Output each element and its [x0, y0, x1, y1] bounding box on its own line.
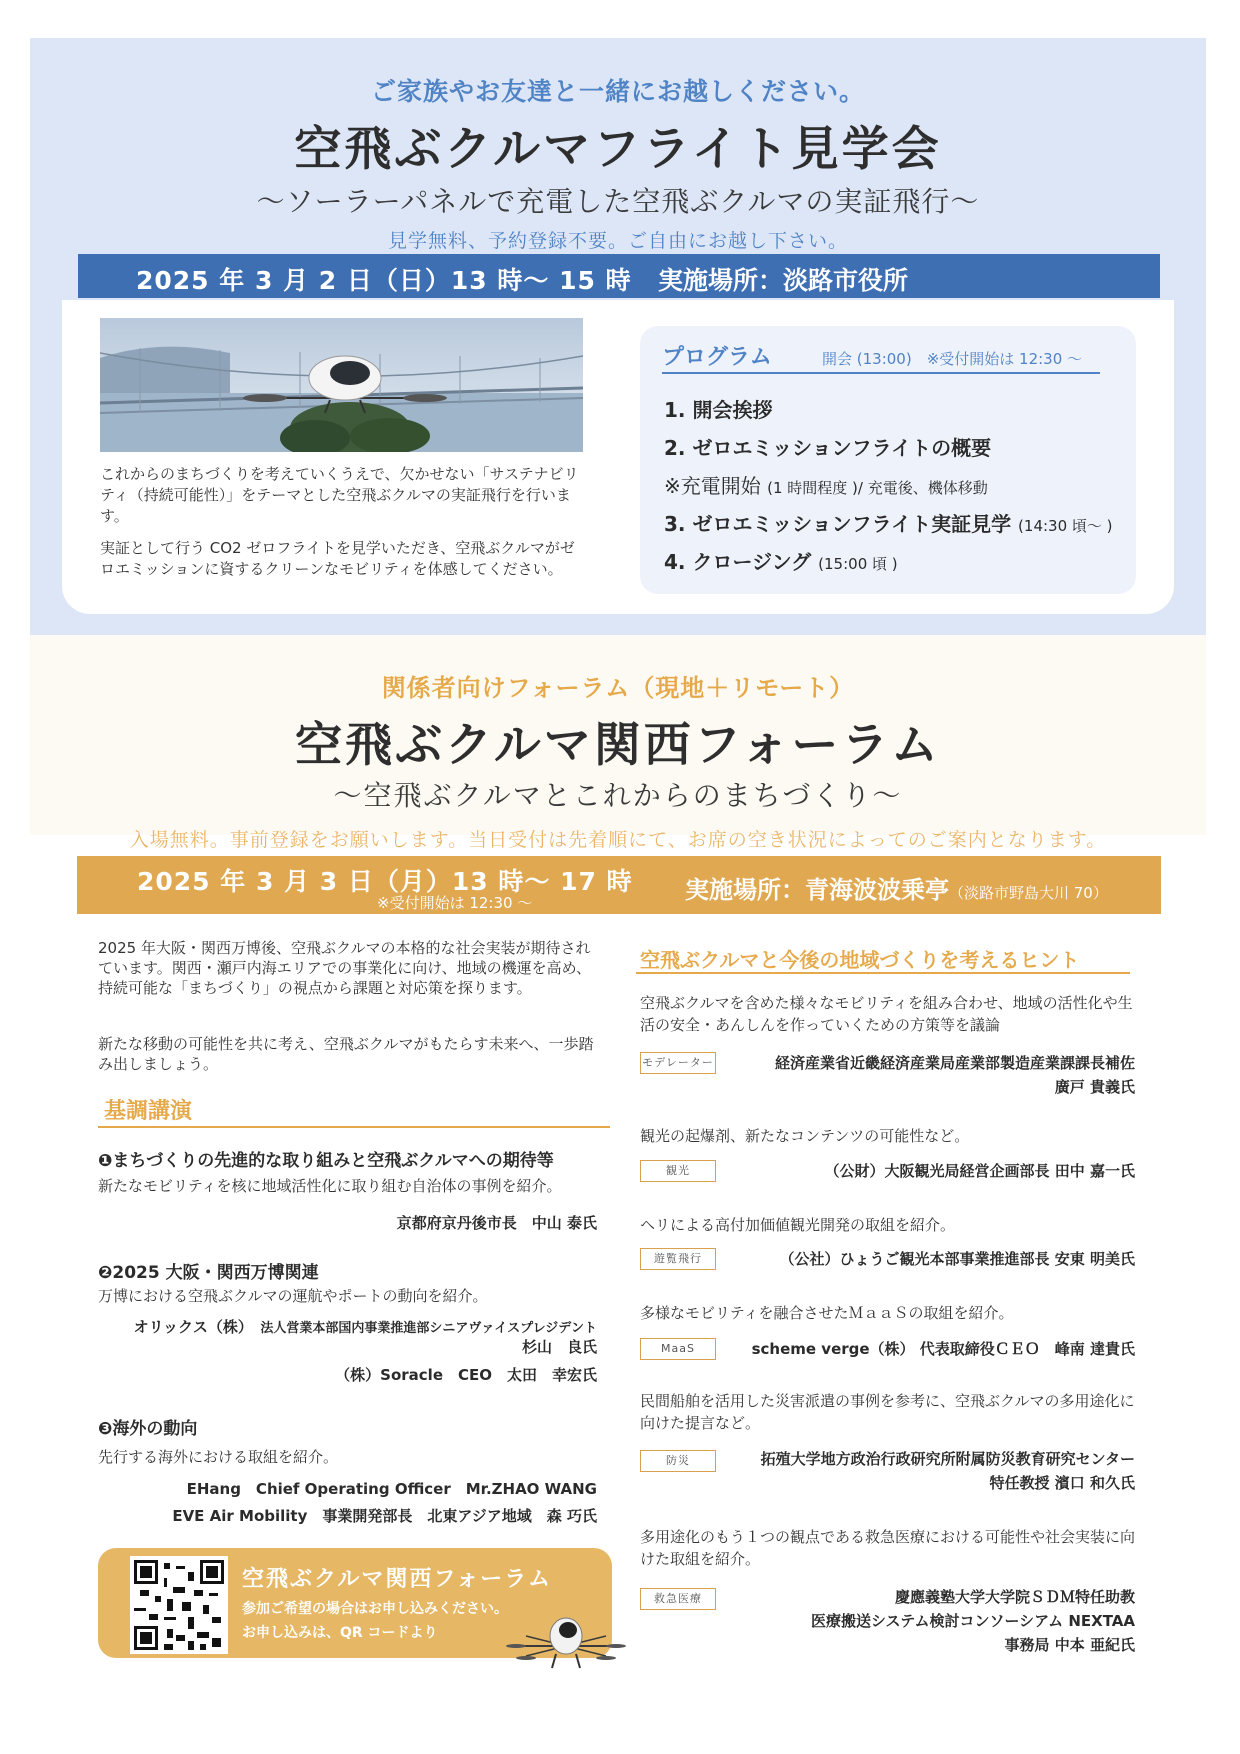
evtol-bridge-photo [100, 318, 583, 452]
keynote-talk-2-speaker-1-name: 杉山 良氏 [521, 1338, 597, 1356]
panel-intro: 空飛ぶクルマを含めた様々なモビリティを組み合わせ、地域の活性化や生活の安全・あんしんを作っていくための方策等を議論 [640, 994, 1133, 1034]
program-item: 1. 開会挨拶 [664, 398, 773, 422]
panel-speaker-org: 医療搬送システム検討コンソーシアム NEXTAA [810, 1612, 1135, 1630]
keynote-talk-3-speaker-1: EHang Chief Operating Officer Mr.ZHAO WANG [186, 1480, 597, 1498]
registration-text-1: 参加ご希望の場合はお申し込みください。 [242, 1601, 508, 1617]
panel-speaker: 慶應義塾大学大学院ＳＤＭ特任助教 [894, 1588, 1135, 1606]
registration-title: 空飛ぶクルマ関西フォーラム [242, 1567, 553, 1592]
forum-subtitle: 〜空飛ぶクルマとこれからのまちづくり〜 [333, 779, 903, 812]
keynote-talk-3-desc: 先行する海外における取組を紹介。 [98, 1448, 339, 1466]
panel-speaker: scheme verge（株） 代表取締役ＣＥＯ 峰南 達貴氏 [751, 1340, 1135, 1358]
keynote-talk-2-speaker-2: （株）Soracle CEO 太田 幸宏氏 [335, 1366, 597, 1384]
flight-event-description-1: これからのまちづくりを考えていくうえで、欠かせない「サステナビリティ（持続可能性）」をテーマとした空飛ぶクルマの実証飛行を行います。 [100, 465, 579, 525]
keynote-heading: 基調講演 [104, 1099, 193, 1124]
panel-heading: 空飛ぶクルマと今後の地域づくりを考えるヒント [640, 948, 1080, 972]
flight-event-description-2: 実証として行う CO2 ゼロフライトを見学いただき、空飛ぶクルマがゼロエミッションに資するクリーンなモビリティを体感してください。 [100, 539, 575, 578]
program-item: 4. クロージング (15:00 頃 ) [664, 550, 898, 574]
flight-event-date-bar [78, 254, 1160, 298]
program-item: ※充電開始 (1 時間程度 )/ 充電後、機体移動 [664, 474, 988, 498]
panel-moderator-affiliation: 経済産業省近畿経済産業局産業部製造産業課課長補佐 [774, 1054, 1135, 1072]
program-heading: プログラム [662, 345, 772, 370]
program-divider [662, 372, 1100, 374]
flight-event-title: 空飛ぶクルマフライト見学会 [294, 122, 942, 177]
keynote-talk-1-speaker: 京都府京丹後市長 中山 泰氏 [396, 1214, 597, 1232]
registration-qr-code[interactable] [130, 1556, 228, 1654]
flight-event-venue: 実施場所：淡路市役所 [658, 266, 909, 295]
forum-note: 入場無料。事前登録をお願いします。当日受付は先着順にて、お席の空き状況によってのご案内となります。 [129, 829, 1107, 851]
forum-catchphrase: 関係者向けフォーラム（現地＋リモート） [381, 674, 855, 702]
flight-event-catchphrase: ご家族やお友達と一緒にお越しください。 [370, 77, 865, 106]
forum-date: 2025 年 3 月 3 日（月）13 時〜 17 時 [137, 867, 633, 896]
panel-badge-emergency: 救急医療 [640, 1588, 716, 1610]
forum-reception-time: ※受付開始は 12:30 〜 [377, 894, 533, 912]
keynote-talk-1-title: ❶まちづくりの先進的な取り組みと空飛ぶクルマへの期待等 [98, 1151, 554, 1171]
forum-intro-1: 2025 年大阪・関西万博後、空飛ぶクルマの本格的な社会実装が期待されています。関西・瀬戸内海エリアでの事業化に向け、地域の機運を高め、持続可能な「まちづくり」の視点から課題と対応策を探ります。 [98, 939, 592, 997]
panel-moderator-name: 廣戸 貴義氏 [1054, 1078, 1135, 1096]
panel-speaker: 拓殖大学地方政治行政研究所附属防災教育研究センター [760, 1450, 1135, 1468]
panel-speaker-name: 特任教授 濱口 和久氏 [989, 1474, 1135, 1492]
panel-entry-desc: 観光の起爆剤、新たなコンテンツの可能性など。 [640, 1127, 970, 1145]
forum-title: 空飛ぶクルマ関西フォーラム [295, 718, 941, 773]
keynote-talk-2-speaker-1: オリックス（株） 法人営業本部国内事業推進部シニアヴァイスプレジデント [133, 1318, 597, 1336]
panel-badge-tourism: 観光 [640, 1160, 716, 1182]
panel-speaker-name: 事務局 中本 亜紀氏 [1004, 1636, 1135, 1654]
registration-text-2: お申し込みは、QR コードより [242, 1625, 438, 1641]
panel-badge-moderator: モデレーター [640, 1052, 716, 1074]
panel-entry-desc: 多用途化のもう１つの観点である救急医療における可能性や社会実装に向けた取組を紹介。 [640, 1528, 1136, 1568]
panel-badge-disaster: 防災 [640, 1450, 716, 1472]
keynote-talk-2-desc: 万博における空飛ぶクルマの運航やポートの動向を紹介。 [98, 1287, 488, 1305]
program-item: 2. ゼロエミッションフライトの概要 [664, 436, 992, 460]
keynote-divider [98, 1126, 610, 1128]
panel-badge-sightseeing-flight: 遊覧飛行 [640, 1248, 716, 1270]
forum-intro-2: 新たな移動の可能性を共に考え、空飛ぶクルマがもたらす未来へ、一歩踏み出しましょう。 [98, 1035, 594, 1073]
keynote-talk-3-speaker-2: EVE Air Mobility 事業開発部長 北東アジア地域 森 巧氏 [172, 1507, 597, 1525]
forum-date-bar [77, 856, 1161, 914]
keynote-talk-1-desc: 新たなモビリティを核に地域活性化に取り組む自治体の事例を紹介。 [98, 1177, 562, 1195]
keynote-talk-2-title: ❷2025 大阪・関西万博関連 [98, 1263, 319, 1283]
flight-event-date: 2025 年 3 月 2 日（日）13 時〜 15 時 [136, 266, 632, 295]
panel-speaker: （公財）大阪観光局経営企画部長 田中 嘉一氏 [824, 1162, 1135, 1180]
flight-event-subtitle: 〜ソーラーパネルで充電した空飛ぶクルマの実証飛行〜 [256, 185, 980, 218]
panel-entry-desc: 多様なモビリティを融合させたＭａａＳの取組を紹介。 [640, 1304, 1014, 1322]
program-item: 3. ゼロエミッションフライト実証見学 (14:30 頃〜 ) [664, 512, 1113, 536]
panel-divider [636, 972, 1130, 974]
evtol-drone-icon [506, 1606, 626, 1674]
panel-speaker: （公社）ひょうご観光本部事業推進部長 安東 明美氏 [779, 1250, 1135, 1268]
panel-entry-desc: ヘリによる高付加価値観光開発の取組を紹介。 [640, 1216, 956, 1234]
forum-venue: 実施場所：青海波波乗亭（淡路市野島大川 70） [685, 876, 1108, 904]
flight-event-note: 見学無料、予約登録不要。ご自由にお越し下さい。 [387, 230, 848, 252]
panel-badge-maas: MaaS [640, 1338, 716, 1360]
keynote-talk-3-title: ❸海外の動向 [98, 1419, 198, 1439]
program-meta: 開会 (13:00) ※受付開始は 12:30 〜 [822, 350, 1083, 368]
panel-entry-desc: 民間船舶を活用した災害派遣の事例を参考に、空飛ぶクルマの多用途化に向けた提言など。 [640, 1392, 1135, 1432]
